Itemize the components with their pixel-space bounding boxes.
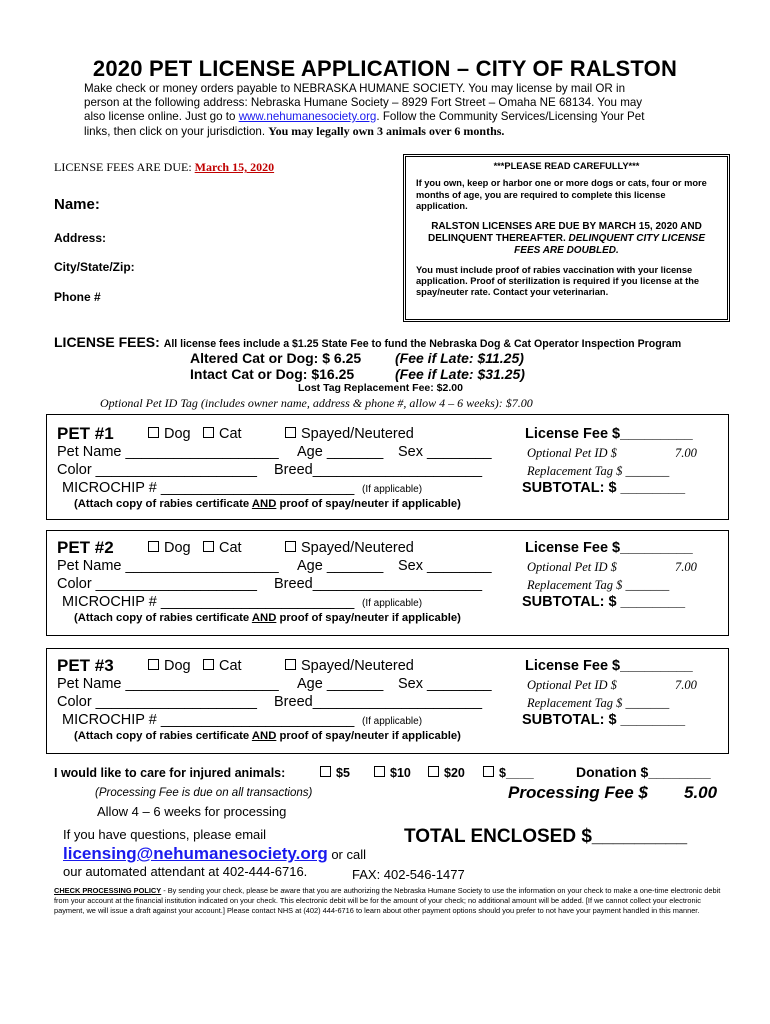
age-field[interactable]: Age _______ — [297, 676, 384, 692]
subtotal-field[interactable]: SUBTOTAL: $ ________ — [522, 594, 686, 610]
questions-text: If you have questions, please email — [63, 827, 267, 842]
intro-line: links, then click on your jurisdiction. You may legally own 3 animals over 6 months. — [84, 124, 505, 138]
breed-field[interactable]: Breed_____________________ — [274, 462, 483, 478]
license-fee-field[interactable]: License Fee $_________ — [525, 540, 693, 556]
lost-tag-fee: Lost Tag Replacement Fee: $2.00 — [298, 382, 463, 394]
attach-note: (Attach copy of rabies certificate AND proof of spay/neuter if applicable) — [74, 612, 461, 624]
notice-heading: ***PLEASE READ CAREFULLY*** — [493, 161, 640, 171]
notice-paragraph: You must include proof of rabies vaccination with your license application. Proof of sterilization is required if you license at the spay/neuter rate. Contact your veterinarian. — [416, 264, 700, 298]
microchip-field[interactable]: MICROCHIP # ________________________ — [62, 712, 355, 728]
donation-other-checkbox[interactable]: $____ — [483, 766, 534, 780]
age-field[interactable]: Age _______ — [297, 444, 384, 460]
allow-weeks-note: Allow 4 – 6 weeks for processing — [97, 804, 287, 819]
dog-checkbox[interactable]: Dog — [148, 426, 191, 442]
name-field[interactable]: Name: — [54, 196, 100, 213]
processing-fee-amount: 5.00 — [684, 783, 718, 802]
pet-name-field[interactable]: Pet Name ___________________ — [57, 444, 279, 460]
replacement-tag-field[interactable]: Replacement Tag $ _______ — [527, 578, 670, 592]
optional-id-amount: 7.00 — [675, 560, 697, 574]
replacement-tag-field[interactable]: Replacement Tag $ _______ — [527, 464, 670, 478]
intro-line: Make check or money orders payable to NEBRASKA HUMANE SOCIETY. You may license by mail OR in — [84, 82, 626, 95]
intact-fee: Intact Cat or Dog: $16.25 — [190, 366, 355, 382]
donation-20-checkbox[interactable]: $20 — [428, 766, 465, 780]
pet-name-field[interactable]: Pet Name ___________________ — [57, 558, 279, 574]
notice-box — [403, 154, 730, 322]
dog-checkbox[interactable]: Dog — [148, 540, 191, 556]
breed-field[interactable]: Breed_____________________ — [274, 576, 483, 592]
notice-paragraph: RALSTON LICENSES ARE DUE BY MARCH 15, 2020 AND DELINQUENT THEREAFTER. DELINQUENT CITY LICENSE FEES ARE DOUBLED. — [427, 220, 706, 256]
donation-5-checkbox[interactable]: $5 — [320, 766, 350, 780]
dog-checkbox[interactable]: Dog — [148, 658, 191, 674]
optional-id-amount: 7.00 — [675, 446, 697, 460]
donation-label: I would like to care for injured animals: — [54, 766, 286, 780]
optional-id-field[interactable]: Optional Pet ID $ — [527, 560, 617, 574]
total-enclosed-field[interactable]: TOTAL ENCLOSED $_________ — [404, 826, 688, 847]
subtotal-field[interactable]: SUBTOTAL: $ ________ — [522, 712, 686, 728]
pet-label: PET #3 — [57, 656, 114, 675]
microchip-field[interactable]: MICROCHIP # ________________________ — [62, 480, 355, 496]
spayed-checkbox[interactable]: Spayed/Neutered — [285, 540, 414, 556]
optional-tag-fee: Optional Pet ID Tag (includes owner name, address & phone #, allow 4 – 6 weeks): $7.00 — [100, 396, 533, 410]
processing-note: (Processing Fee is due on all transactions) — [95, 787, 313, 799]
pet-label: PET #2 — [57, 538, 114, 557]
color-field[interactable]: Color ____________________ — [57, 462, 257, 478]
attach-note: (Attach copy of rabies certificate AND proof of spay/neuter if applicable) — [74, 730, 461, 742]
if-applicable-note: (If applicable) — [362, 484, 423, 495]
microchip-field[interactable]: MICROCHIP # ________________________ — [62, 594, 355, 610]
subtotal-field[interactable]: SUBTOTAL: $ ________ — [522, 480, 686, 496]
sex-field[interactable]: Sex ________ — [398, 444, 492, 460]
sex-field[interactable]: Sex ________ — [398, 558, 492, 574]
license-fees-line: LICENSE FEES: All license fees include a $1.25 State Fee to fund the Nebraska Dog & Cat Operator Inspection Program — [54, 334, 682, 350]
intro-line: also license online. Just go to www.nehumanesociety.org. Follow the Community Services/Licensing Your Pet — [84, 110, 645, 123]
processing-fee-label: Processing Fee $ — [508, 783, 648, 802]
cat-checkbox[interactable]: Cat — [203, 658, 242, 674]
attach-note: (Attach copy of rabies certificate AND proof of spay/neuter if applicable) — [74, 498, 461, 510]
license-fee-field[interactable]: License Fee $_________ — [525, 426, 693, 442]
fax-number: FAX: 402-546-1477 — [352, 867, 465, 882]
if-applicable-note: (If applicable) — [362, 716, 423, 727]
cat-checkbox[interactable]: Cat — [203, 540, 242, 556]
phone-field[interactable]: Phone # — [54, 290, 101, 304]
donation-10-checkbox[interactable]: $10 — [374, 766, 411, 780]
spayed-checkbox[interactable]: Spayed/Neutered — [285, 426, 414, 442]
address-field[interactable]: Address: — [54, 231, 107, 245]
donation-field[interactable]: Donation $________ — [576, 764, 711, 780]
breed-field[interactable]: Breed_____________________ — [274, 694, 483, 710]
altered-late-fee: (Fee if Late: $11.25) — [395, 350, 524, 366]
optional-id-field[interactable]: Optional Pet ID $ — [527, 446, 617, 460]
pet-name-field[interactable]: Pet Name ___________________ — [57, 676, 279, 692]
if-applicable-note: (If applicable) — [362, 598, 423, 609]
spayed-checkbox[interactable]: Spayed/Neutered — [285, 658, 414, 674]
color-field[interactable]: Color ____________________ — [57, 576, 257, 592]
optional-id-amount: 7.00 — [675, 678, 697, 692]
cat-checkbox[interactable]: Cat — [203, 426, 242, 442]
animal-limit-note: You may legally own 3 animals over 6 months. — [268, 124, 505, 138]
check-processing-policy: CHECK PROCESSING POLICY - By sending your check, please be aware that you are authorizing the Nebraska Humane Society to use the information on your check to make a one-time electronic debit from your account at the financial institution indicated on your check. This electronic debit will be for the amount of your check; no additional amount will be added. [If we cannot collect your electronic payment, we will issue a draft against your account.] Please contact NHS at (402) 444-6716 to learn about other payment options should you prefer to not have your payment handled in this manner. — [54, 886, 721, 915]
due-date: March 15, 2020 — [194, 160, 275, 174]
notice-paragraph: If you own, keep or harbor one or more dogs or cats, four or more months of age, you are required to complete this license application. — [416, 178, 707, 212]
intro-line: person at the following address: Nebraska Humane Society – 8929 Fort Street – Omaha NE 68134. You may — [84, 96, 643, 109]
optional-id-field[interactable]: Optional Pet ID $ — [527, 678, 617, 692]
pet-label: PET #1 — [57, 424, 114, 443]
color-field[interactable]: Color ____________________ — [57, 694, 257, 710]
intact-late-fee: (Fee if Late: $31.25) — [395, 366, 525, 382]
sex-field[interactable]: Sex ________ — [398, 676, 492, 692]
email-link[interactable]: licensing@nehumanesociety.org — [63, 844, 328, 863]
replacement-tag-field[interactable]: Replacement Tag $ _______ — [527, 696, 670, 710]
email-line: licensing@nehumanesociety.org or call — [63, 844, 367, 863]
altered-fee: Altered Cat or Dog: $ 6.25 — [190, 350, 362, 366]
age-field[interactable]: Age _______ — [297, 558, 384, 574]
intro-text — [84, 82, 724, 139]
website-link[interactable]: www.nehumanesociety.org — [238, 110, 377, 123]
city-state-zip-field[interactable]: City/State/Zip: — [54, 260, 135, 274]
license-fee-field[interactable]: License Fee $_________ — [525, 658, 693, 674]
page-title: 2020 PET LICENSE APPLICATION – CITY OF RALSTON — [92, 56, 678, 81]
fees-due-line: LICENSE FEES ARE DUE: March 15, 2020 — [54, 160, 275, 174]
attendant-phone: our automated attendant at 402-444-6716. — [63, 864, 308, 879]
